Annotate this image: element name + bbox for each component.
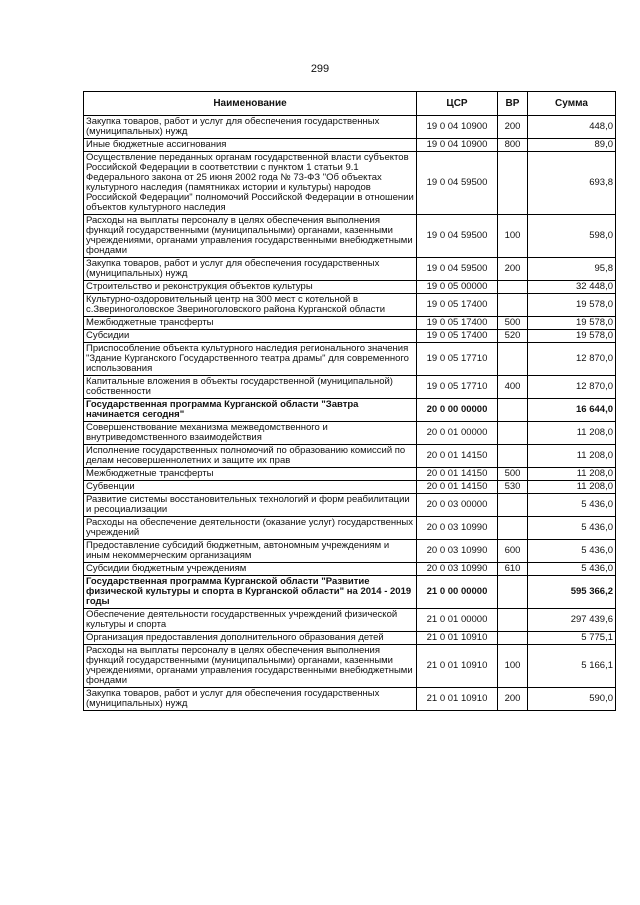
cell-csr: 20 0 01 14150 <box>417 481 498 494</box>
cell-sum: 19 578,0 <box>528 317 616 330</box>
cell-name: Развитие системы восстановительных технологий и форм реабилитации и ресоциализации <box>84 494 417 517</box>
table-header-row <box>84 92 616 116</box>
cell-name: Организация предоставления дополнительного образования детей <box>84 632 417 645</box>
cell-name: Субвенции <box>84 481 417 494</box>
cell-name: Предоставление субсидий бюджетным, автономным учреждениям и иным некоммерческим организациям <box>84 540 417 563</box>
cell-sum: 89,0 <box>528 139 616 152</box>
cell-sum: 95,8 <box>528 258 616 281</box>
cell-vr: 800 <box>498 139 528 152</box>
cell-sum: 16 644,0 <box>528 399 616 422</box>
cell-sum: 11 208,0 <box>528 468 616 481</box>
cell-name: Расходы на обеспечение деятельности (оказание услуг) государственных учреждений <box>84 517 417 540</box>
column-header-csr: ЦСР <box>417 92 498 116</box>
cell-csr: 19 0 04 59500 <box>417 215 498 258</box>
cell-csr: 21 0 01 10910 <box>417 645 498 688</box>
cell-name: Капитальные вложения в объекты государственной (муниципальной) собственности <box>84 376 417 399</box>
cell-vr <box>498 152 528 215</box>
table-row <box>84 563 616 576</box>
table-row <box>84 445 616 468</box>
cell-vr: 610 <box>498 563 528 576</box>
table-row <box>84 494 616 517</box>
cell-csr: 19 0 05 17710 <box>417 376 498 399</box>
cell-csr: 20 0 01 14150 <box>417 445 498 468</box>
cell-csr: 19 0 05 17710 <box>417 343 498 376</box>
cell-csr: 19 0 04 59500 <box>417 152 498 215</box>
cell-csr: 19 0 05 17400 <box>417 317 498 330</box>
cell-vr <box>498 576 528 609</box>
cell-name: Обеспечение деятельности государственных учреждений физической культуры и спорта <box>84 609 417 632</box>
table-row <box>84 422 616 445</box>
cell-csr: 21 0 01 10910 <box>417 688 498 711</box>
cell-name: Исполнение государственных полномочий по образованию комиссий по делам несовершеннолетних и защите их прав <box>84 445 417 468</box>
cell-vr: 500 <box>498 468 528 481</box>
cell-vr: 100 <box>498 215 528 258</box>
cell-vr: 200 <box>498 688 528 711</box>
cell-vr <box>498 281 528 294</box>
column-header-sum: Сумма <box>528 92 616 116</box>
cell-vr <box>498 343 528 376</box>
cell-name: Государственная программа Курганской области "Завтра начинается сегодня" <box>84 399 417 422</box>
cell-csr: 19 0 05 17400 <box>417 294 498 317</box>
cell-name: Закупка товаров, работ и услуг для обеспечения государственных (муниципальных) нужд <box>84 116 417 139</box>
cell-name: Осуществление переданных органам государственной власти субъектов Российской Федерации в соответствии с пунктом 1 статьи 9.1 Федерального закона от 25 июня 2002 года № 73-ФЗ "Об объектах культурного наследия (памятниках истории и культуры) народов Российской Федерации" полномочий Российской Федерации в отношении объектов культурного наследия <box>84 152 417 215</box>
cell-sum: 590,0 <box>528 688 616 711</box>
budget-table <box>83 91 616 711</box>
cell-name: Межбюджетные трансферты <box>84 468 417 481</box>
column-header-name: Наименование <box>84 92 417 116</box>
cell-vr: 530 <box>498 481 528 494</box>
cell-sum: 19 578,0 <box>528 294 616 317</box>
cell-sum: 11 208,0 <box>528 422 616 445</box>
table-row <box>84 152 616 215</box>
table-row <box>84 540 616 563</box>
cell-csr: 20 0 01 14150 <box>417 468 498 481</box>
cell-csr: 21 0 00 00000 <box>417 576 498 609</box>
table-row <box>84 517 616 540</box>
cell-name: Субсидии <box>84 330 417 343</box>
cell-vr: 500 <box>498 317 528 330</box>
cell-csr: 21 0 01 10910 <box>417 632 498 645</box>
cell-sum: 11 208,0 <box>528 481 616 494</box>
cell-sum: 19 578,0 <box>528 330 616 343</box>
cell-vr <box>498 399 528 422</box>
table-row <box>84 116 616 139</box>
table-row <box>84 317 616 330</box>
cell-csr: 20 0 03 10990 <box>417 517 498 540</box>
table-row <box>84 330 616 343</box>
table-row <box>84 688 616 711</box>
cell-vr <box>498 609 528 632</box>
table-row <box>84 632 616 645</box>
cell-sum: 12 870,0 <box>528 343 616 376</box>
cell-name: Иные бюджетные ассигнования <box>84 139 417 152</box>
cell-csr: 21 0 01 00000 <box>417 609 498 632</box>
table-row <box>84 609 616 632</box>
cell-name: Расходы на выплаты персоналу в целях обеспечения выполнения функций государственными (муниципальными) органами, казенными учреждениями, органами управления государственными внебюджетными фондами <box>84 215 417 258</box>
cell-sum: 448,0 <box>528 116 616 139</box>
cell-name: Субсидии бюджетным учреждениям <box>84 563 417 576</box>
cell-sum: 5 775,1 <box>528 632 616 645</box>
cell-sum: 693,8 <box>528 152 616 215</box>
cell-vr <box>498 422 528 445</box>
cell-name: Государственная программа Курганской области "Развитие физической культуры и спорта в Курганской области" на 2014 - 2019 годы <box>84 576 417 609</box>
cell-vr <box>498 494 528 517</box>
table-row <box>84 576 616 609</box>
cell-name: Строительство и реконструкция объектов культуры <box>84 281 417 294</box>
cell-csr: 19 0 05 17400 <box>417 330 498 343</box>
cell-name: Культурно-оздоровительный центр на 300 мест с котельной в с.Звериноголовское Звериноголовского района Курганской области <box>84 294 417 317</box>
cell-vr: 400 <box>498 376 528 399</box>
cell-name: Закупка товаров, работ и услуг для обеспечения государственных (муниципальных) нужд <box>84 688 417 711</box>
cell-csr: 19 0 04 59500 <box>417 258 498 281</box>
cell-csr: 19 0 04 10900 <box>417 116 498 139</box>
cell-csr: 20 0 01 00000 <box>417 422 498 445</box>
cell-vr: 100 <box>498 645 528 688</box>
cell-vr: 600 <box>498 540 528 563</box>
cell-vr: 520 <box>498 330 528 343</box>
cell-vr <box>498 632 528 645</box>
page-number: 299 <box>310 63 330 75</box>
cell-sum: 598,0 <box>528 215 616 258</box>
cell-name: Закупка товаров, работ и услуг для обеспечения государственных (муниципальных) нужд <box>84 258 417 281</box>
table-row <box>84 376 616 399</box>
cell-sum: 5 436,0 <box>528 494 616 517</box>
cell-name: Приспособление объекта культурного наследия регионального значения "Здание Курганского Государственного театра драмы" для современного использования <box>84 343 417 376</box>
table-row <box>84 399 616 422</box>
cell-sum: 5 166,1 <box>528 645 616 688</box>
cell-csr: 20 0 00 00000 <box>417 399 498 422</box>
table-row <box>84 281 616 294</box>
cell-csr: 20 0 03 00000 <box>417 494 498 517</box>
cell-vr <box>498 445 528 468</box>
column-header-vr: ВР <box>498 92 528 116</box>
cell-vr: 200 <box>498 258 528 281</box>
cell-name: Межбюджетные трансферты <box>84 317 417 330</box>
cell-vr: 200 <box>498 116 528 139</box>
cell-sum: 32 448,0 <box>528 281 616 294</box>
cell-vr <box>498 294 528 317</box>
cell-sum: 595 366,2 <box>528 576 616 609</box>
cell-sum: 297 439,6 <box>528 609 616 632</box>
cell-name: Совершенствование механизма межведомственного и внутриведомственного взаимодействия <box>84 422 417 445</box>
cell-sum: 5 436,0 <box>528 540 616 563</box>
table-row <box>84 481 616 494</box>
cell-sum: 11 208,0 <box>528 445 616 468</box>
table-body <box>84 116 616 711</box>
table-row <box>84 139 616 152</box>
table-row <box>84 468 616 481</box>
table-row <box>84 258 616 281</box>
table-row <box>84 645 616 688</box>
table-row <box>84 294 616 317</box>
cell-csr: 19 0 04 10900 <box>417 139 498 152</box>
table-row <box>84 215 616 258</box>
cell-csr: 19 0 05 00000 <box>417 281 498 294</box>
cell-csr: 20 0 03 10990 <box>417 563 498 576</box>
cell-sum: 5 436,0 <box>528 517 616 540</box>
table-row <box>84 343 616 376</box>
cell-sum: 5 436,0 <box>528 563 616 576</box>
cell-vr <box>498 517 528 540</box>
cell-name: Расходы на выплаты персоналу в целях обеспечения выполнения функций государственными (муниципальными) органами, казенными учреждениями, органами управления государственными внебюджетными фондами <box>84 645 417 688</box>
cell-csr: 20 0 03 10990 <box>417 540 498 563</box>
cell-sum: 12 870,0 <box>528 376 616 399</box>
